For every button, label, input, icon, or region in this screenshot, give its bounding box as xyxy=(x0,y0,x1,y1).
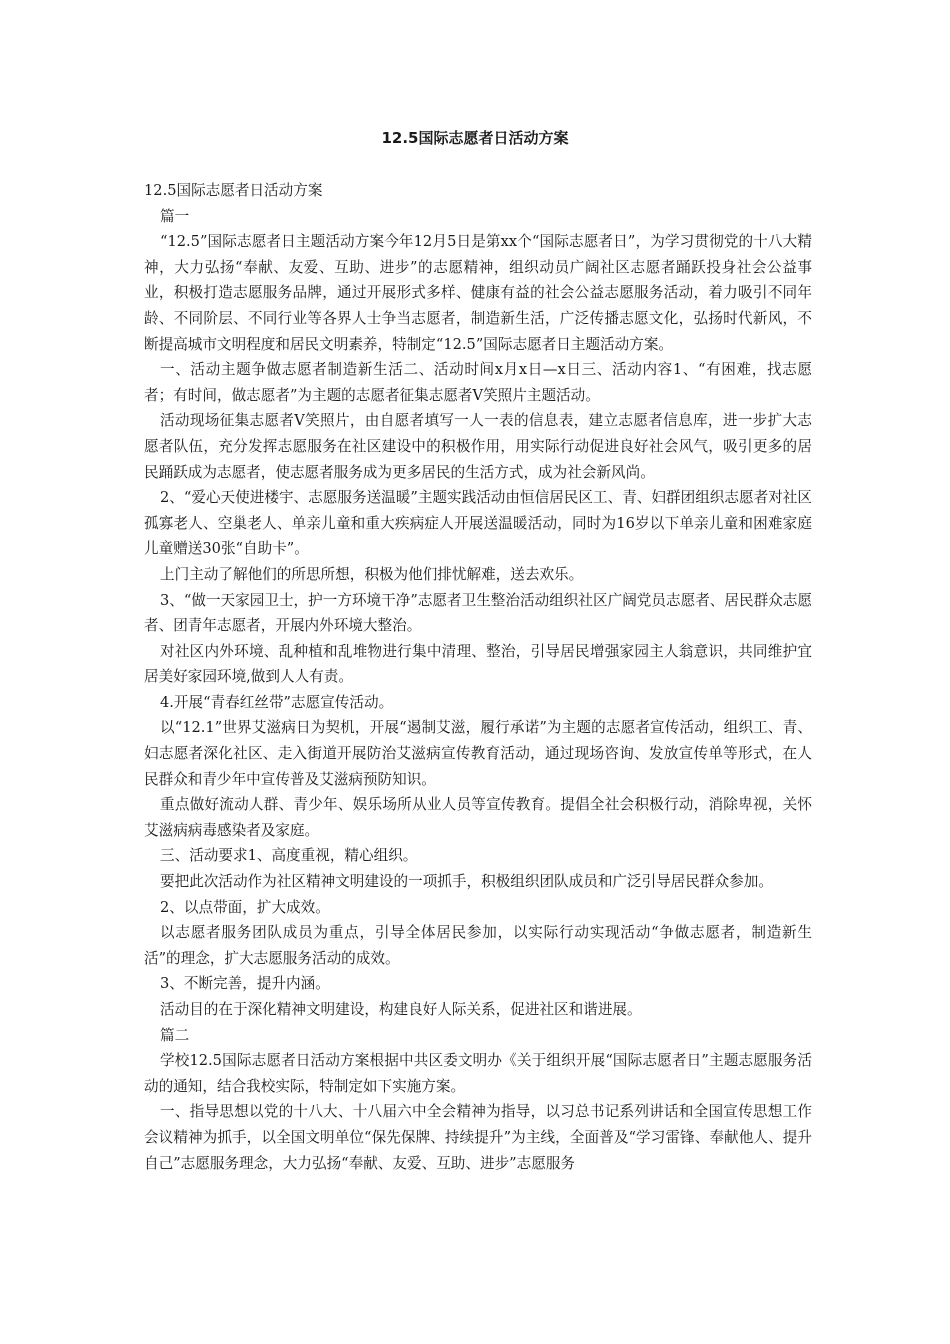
body-paragraph: 4.开展“青春红丝带”志愿宣传活动。 xyxy=(160,693,394,711)
body-paragraph: 2、以点带面，扩大成效。 xyxy=(160,898,330,916)
document-title: 12.5国际志愿者日活动方案 xyxy=(381,129,569,147)
body-paragraph: 一、活动主题争做志愿者制造新生活二、活动时间x月x日—x日三、活动内容1、“有困难，找志愿者；有时间，做志愿者”为主题的志愿者征集志愿者V笑照片主题活动。 xyxy=(144,361,812,404)
body-paragraph: 一、指导思想以党的十八大、十八届六中全会精神为指导，以习总书记系列讲话和全国宣传思想工作会议精神为抓手，以全国文明单位“保先保牌、持续提升”为主线，全面普及“学习雷锋、奉献他人、提升自己”志愿服务理念，大力弘扬“奉献、友爱、互助、进步”志愿服务 xyxy=(144,1103,812,1172)
body-paragraph: 活动目的在于深化精神文明建设，构建良好人际关系，促进社区和谐进展。 xyxy=(160,1001,642,1018)
body-paragraph: 对社区内外环境、乱种植和乱堆物进行集中清理、整治，引导居民增强家园主人翁意识，共同维护宜居美好家园环境,做到人人有责。 xyxy=(144,642,812,686)
body-paragraph: 学校12.5国际志愿者日活动方案根据中共区委文明办《关于组织开展“国际志愿者日”主题志愿服务活动的通知，结合我校实际，特制定如下实施方案。 xyxy=(144,1052,812,1095)
body-paragraph: 三、活动要求1、高度重视，精心组织。 xyxy=(160,847,418,865)
body-paragraph: 以“12.1”世界艾滋病日为契机，开展“遏制艾滋，履行承诺”为主题的志愿者宣传活动，组织工、青、妇志愿者深化社区、走入街道开展防治艾滋病宣传教育活动，通过现场咨询、发放宣传单等形式，在人民群众和青少年中宣传普及艾滋病预防知识。 xyxy=(144,719,812,788)
body-paragraph: 要把此次活动作为社区精神文明建设的一项抓手，积极组织团队成员和广泛引导居民群众参加。 xyxy=(160,873,773,891)
body-paragraph: 3、不断完善，提升内涵。 xyxy=(160,975,330,993)
body-paragraph: 篇一 xyxy=(160,207,190,225)
body-paragraph: 以志愿者服务团队成员为重点，引导全体居民参加，以实际行动实现活动“争做志愿者，制造新生活”的理念，扩大志愿服务活动的成效。 xyxy=(144,924,812,967)
body-paragraph: 12.5国际志愿者日活动方案 xyxy=(144,182,323,199)
body-paragraph: 篇二 xyxy=(160,1026,190,1044)
document-body xyxy=(144,178,812,1176)
body-paragraph: 2、“爱心天使进楼宇、志愿服务送温暖”主题实践活动由恒信居民区工、青、妇群团组织志愿者对社区孤寡老人、空巢老人、单亲儿童和重大疾病症人开展送温暖活动，同时为16岁以下单亲儿童和困难家庭儿童赠送30张“自助卡”。 xyxy=(144,489,812,558)
body-paragraph: 活动现场征集志愿者V笑照片，由自愿者填写一人一表的信息表，建立志愿者信息库，进一步扩大志愿者队伍，充分发挥志愿服务在社区建设中的积极作用，用实际行动促进良好社会风气，吸引更多的居民踊跃成为志愿者，使志愿者服务成为更多居民的生活方式，成为社会新风尚。 xyxy=(144,412,812,481)
body-paragraph: 上门主动了解他们的所思所想，积极为他们排忧解难，送去欢乐。 xyxy=(160,565,584,583)
body-paragraph: 3、“做一天家园卫士，护一方环境干净”志愿者卫生整治活动组织社区广阔党员志愿者、居民群众志愿者、团青年志愿者，开展内外环境大整治。 xyxy=(144,591,812,635)
body-paragraph: “12.5”国际志愿者日主题活动方案今年12月5日是第xx个“国际志愿者日”，为学习贯彻党的十八大精神，大力弘扬“奉献、友爱、互助、进步”的志愿精神，组织动员广阔社区志愿者踊跃投身社会公益事业，积极打造志愿服务品牌，通过开展形式多样、健康有益的社会公益志愿服务活动，着力吸引不同年龄、不同阶层、不同行业等各界人士争当志愿者，制造新生活，广泛传播志愿文化，弘扬时代新风，不断提高城市文明程度和居民文明素养，特制定“12.5”国际志愿者日主题活动方案。 xyxy=(144,233,812,353)
body-paragraph: 重点做好流动人群、青少年、娱乐场所从业人员等宣传教育。提倡全社会积极行动，消除卑视，关怀艾滋病病毒感染者及家庭。 xyxy=(144,796,812,839)
